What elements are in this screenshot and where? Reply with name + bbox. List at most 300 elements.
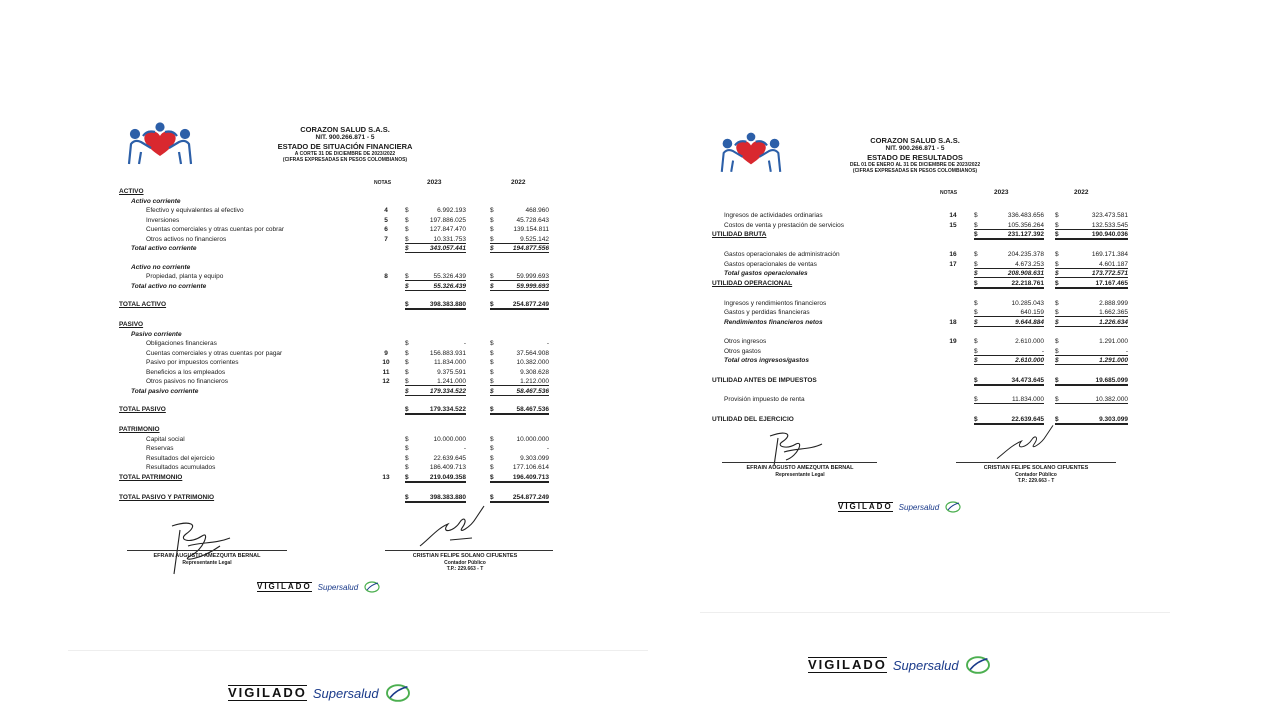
- statement-row: [119, 406, 559, 416]
- company-nit: NIT. 900.266.871 - 5: [885, 145, 945, 152]
- accountant-signature: [990, 420, 1060, 464]
- representative-role: Representante Legal: [182, 560, 232, 566]
- currency-symbol: $: [1055, 279, 1059, 287]
- statement-row: [724, 396, 1128, 406]
- currency-symbol: $: [405, 387, 409, 395]
- row-value-2023: 22.639.645: [974, 416, 1044, 425]
- accountant-name: CRISTIAN FELIPE SOLANO CIFUENTES: [412, 553, 518, 559]
- statement-title: ESTADO DE RESULTADOS: [867, 152, 963, 162]
- currency-symbol: $: [1055, 231, 1059, 238]
- statement-row: [146, 226, 559, 236]
- row-value-2023: 231.127.392: [974, 231, 1044, 240]
- statement-row: [146, 436, 559, 446]
- statement-row: [146, 455, 559, 465]
- row-value-2022: 1.291.000: [1055, 357, 1128, 365]
- accountant-role: Contador Público: [1015, 472, 1057, 478]
- row-value-2023: 10.285.043: [1011, 299, 1044, 307]
- row-label: Otros activos no financieros: [146, 235, 227, 243]
- currency-symbol: $: [490, 216, 494, 224]
- row-value-2022: 9.303.099: [520, 454, 549, 462]
- statement-row: [146, 217, 559, 227]
- row-value-2023: 22.218.761: [974, 280, 1044, 289]
- row-note: 5: [384, 216, 388, 224]
- row-value-2022: 17.167.465: [1055, 280, 1128, 289]
- vigilado-label: VIGILADO: [808, 656, 887, 672]
- row-label: Pasivo corriente: [131, 330, 182, 338]
- currency-symbol: $: [1055, 270, 1059, 277]
- statement-row: [724, 309, 1128, 319]
- statement-row: [724, 357, 1128, 367]
- currency-symbol: $: [405, 493, 409, 501]
- currency-symbol: $: [490, 301, 494, 308]
- currency-symbol: $: [405, 435, 409, 443]
- currency-symbol: $: [974, 231, 978, 238]
- supersalud-leaf-icon: [945, 500, 961, 514]
- supersalud-leaf-icon: [364, 580, 380, 594]
- row-value-2022: 1.662.365: [1055, 309, 1128, 317]
- statement-row: [131, 388, 559, 398]
- year-2023-header: 2023: [427, 179, 442, 186]
- currency-symbol: $: [974, 221, 978, 229]
- currency-symbol: $: [1055, 212, 1059, 219]
- right-header: [810, 136, 1020, 174]
- statement-row: [119, 494, 559, 504]
- currency-symbol: $: [405, 368, 409, 376]
- row-note: 6: [384, 226, 388, 233]
- row-value-2023: 6.992.193: [437, 207, 466, 214]
- row-value-2023: -: [463, 340, 466, 347]
- currency-symbol: $: [405, 473, 409, 481]
- row-note: 11: [382, 368, 390, 376]
- row-value-2023: 10.000.000: [433, 435, 466, 443]
- statement-row: [119, 474, 559, 484]
- statement-row: [146, 340, 559, 350]
- row-value-2022: 4.601.187: [1055, 261, 1128, 269]
- statement-row: [724, 299, 1128, 310]
- currency-symbol: $: [1055, 338, 1059, 345]
- row-value-2023: 127.847.470: [429, 226, 466, 233]
- statement-row: [146, 445, 559, 455]
- currency-symbol: $: [974, 318, 978, 326]
- row-value-2023: 55.326.439: [405, 273, 466, 281]
- row-value-2023: 10.331.753: [405, 236, 466, 244]
- currency-symbol: $: [405, 273, 409, 280]
- row-label: Otros gastos: [724, 347, 761, 355]
- supersalud-brand: Supersalud: [892, 657, 959, 673]
- row-label: Gastos operacionales de administración: [724, 251, 840, 258]
- representative-signature-line: [127, 550, 287, 551]
- supersalud-brand: Supersalud: [312, 685, 379, 701]
- row-label: Rendimientos financieros netos: [724, 318, 823, 326]
- currency-symbol: $: [1055, 357, 1059, 364]
- row-value-2022: 10.000.000: [516, 435, 549, 443]
- row-label: Total gastos operacionales: [724, 270, 808, 277]
- row-value-2022: 9.525.142: [490, 236, 549, 244]
- row-label: Reservas: [146, 445, 174, 452]
- left-header: [225, 125, 465, 163]
- statement-row: [131, 264, 559, 274]
- row-label: TOTAL PATRIMONIO: [119, 473, 183, 481]
- row-value-2022: 19.685.099: [1055, 377, 1128, 386]
- divider-line: [68, 650, 648, 651]
- row-value-2022: 132.533.545: [1055, 222, 1128, 230]
- row-value-2022: 468.960: [525, 207, 549, 214]
- statement-row: [146, 207, 559, 217]
- accountant-tp: T.P.: 229.663 - T: [1017, 478, 1055, 484]
- statement-row: [131, 331, 559, 341]
- statement-period: A CORTE 31 DE DICIEMBRE DE 2023/2022: [294, 150, 396, 157]
- supersalud-brand: Supersalud: [898, 502, 940, 512]
- notes-column-header: NOTAS: [940, 190, 958, 196]
- statement-row: [712, 231, 1128, 241]
- statement-row: [724, 338, 1128, 348]
- accountant-signature: [410, 498, 490, 554]
- row-value-2022: 45.728.643: [516, 216, 549, 224]
- row-value-2022: 59.999.693: [490, 273, 549, 281]
- currency-symbol: $: [1055, 415, 1059, 423]
- balance-sheet-document: [105, 118, 575, 608]
- row-value-2022: 177.106.614: [512, 464, 549, 471]
- statement-row: [724, 221, 1128, 232]
- row-value-2023: 186.409.713: [429, 464, 466, 471]
- currency-note: (CIFRAS EXPRESADAS EN PESOS COLOMBIANOS): [852, 167, 978, 174]
- accountant-tp: T.P.: 229.663 - T: [446, 566, 484, 572]
- currency-symbol: $: [405, 445, 409, 452]
- row-value-2022: 254.877.249: [490, 494, 549, 503]
- row-value-2022: 37.564.908: [516, 349, 549, 357]
- currency-symbol: $: [405, 464, 409, 471]
- currency-symbol: $: [405, 340, 409, 347]
- row-label: Gastos operacionales de ventas: [724, 260, 817, 268]
- row-label: UTILIDAD ANTES DE IMPUESTOS: [712, 376, 817, 384]
- currency-symbol: $: [1055, 260, 1059, 268]
- statement-row: [131, 283, 559, 293]
- currency-symbol: $: [490, 226, 494, 233]
- row-value-2023: 208.908.631: [974, 270, 1044, 278]
- accountant-role: Contador Público: [444, 560, 486, 566]
- year-2022-header: 2022: [1074, 189, 1089, 196]
- representative-role: Representante Legal: [775, 472, 825, 478]
- row-label: Cuentas comerciales y otras cuentas por pagar: [146, 349, 283, 357]
- row-label: Ingresos y rendimientos financieros: [724, 299, 827, 307]
- currency-symbol: $: [1055, 347, 1059, 355]
- notes-column-header: NOTAS: [374, 180, 392, 186]
- row-value-2022: 1.212.000: [490, 378, 549, 386]
- row-value-2023: 9.644.884: [974, 319, 1044, 327]
- row-label: TOTAL PASIVO Y PATRIMONIO: [119, 493, 215, 501]
- representative-signature: [160, 516, 240, 576]
- statement-row: [119, 301, 559, 311]
- currency-symbol: $: [405, 349, 409, 357]
- row-label: Total otros ingresos/gastos: [724, 357, 809, 364]
- row-label: Resultados del ejercicio: [146, 454, 215, 462]
- row-value-2023: 336.483.656: [1007, 212, 1044, 219]
- currency-symbol: $: [490, 282, 494, 290]
- currency-symbol: $: [405, 216, 409, 224]
- supersalud-brand: Supersalud: [317, 582, 359, 592]
- row-value-2023: -: [974, 348, 1044, 356]
- year-2022-header: 2022: [511, 179, 526, 186]
- vigilado-supersalud-stamp: [838, 500, 961, 514]
- representative-name: EFRAIN AUGUSTO AMEZQUITA BERNAL: [746, 465, 854, 471]
- currency-symbol: $: [974, 376, 978, 384]
- currency-note: (CIFRAS EXPRESADAS EN PESOS COLOMBIANOS): [282, 156, 408, 163]
- divider-line: [700, 612, 1170, 613]
- statement-row: [724, 251, 1128, 261]
- vigilado-supersalud-stamp-large: [228, 682, 411, 704]
- row-value-2023: 34.473.645: [974, 377, 1044, 386]
- statement-row: [146, 236, 559, 246]
- representative-name: EFRAIN AUGUSTO AMEZQUITA BERNAL: [153, 553, 261, 559]
- vigilado-label: VIGILADO: [838, 501, 893, 511]
- row-value-2022: 139.154.811: [513, 226, 549, 233]
- row-label: PASIVO: [119, 321, 144, 328]
- row-label: Efectivo y equivalentes al efectivo: [146, 207, 244, 214]
- row-value-2023: 640.159: [974, 309, 1044, 317]
- row-value-2022: 1.226.634: [1055, 319, 1128, 327]
- row-value-2023: 398.383.880: [405, 301, 466, 310]
- row-value-2022: 173.772.571: [1055, 270, 1128, 278]
- row-note: 7: [384, 235, 388, 243]
- currency-symbol: $: [490, 245, 494, 252]
- row-label: ACTIVO: [119, 188, 144, 195]
- row-value-2023: 204.235.378: [1007, 251, 1044, 258]
- currency-symbol: $: [974, 347, 978, 355]
- currency-symbol: $: [490, 359, 494, 366]
- row-value-2022: -: [546, 445, 549, 452]
- row-value-2023: 2.610.000: [974, 357, 1044, 365]
- currency-symbol: $: [405, 406, 409, 413]
- row-value-2022: 194.877.556: [490, 245, 549, 253]
- currency-symbol: $: [490, 454, 494, 462]
- statement-row: [724, 347, 1128, 358]
- row-value-2023: -: [463, 445, 466, 452]
- row-label: Activo corriente: [131, 197, 181, 205]
- row-value-2022: -: [1055, 348, 1128, 356]
- currency-symbol: $: [490, 273, 494, 280]
- row-value-2023: 11.834.000: [433, 359, 466, 366]
- row-value-2023: 179.334.522: [405, 388, 466, 396]
- row-label: Capital social: [146, 435, 185, 443]
- currency-symbol: $: [974, 338, 978, 345]
- corazon-salud-logo-icon: [718, 132, 784, 174]
- vigilado-label: VIGILADO: [228, 684, 307, 700]
- row-label: Resultados acumulados: [146, 464, 216, 471]
- company-name: CORAZON SALUD S.A.S.: [300, 125, 390, 134]
- row-value-2022: 196.409.713: [490, 474, 549, 483]
- statement-row: [146, 273, 559, 283]
- statement-row: [146, 369, 559, 379]
- currency-symbol: $: [1055, 396, 1059, 403]
- row-value-2023: 11.834.000: [974, 396, 1044, 404]
- row-note: 14: [949, 212, 957, 219]
- statement-row: [724, 260, 1128, 271]
- accountant-signature-line: [956, 462, 1116, 463]
- row-label: Activo no corriente: [131, 263, 191, 271]
- row-label: Otros ingresos: [724, 338, 767, 345]
- income-statement-document: [700, 128, 1130, 528]
- row-value-2023: 4.673.253: [974, 261, 1044, 269]
- statement-row: [131, 245, 559, 255]
- vigilado-label: VIGILADO: [257, 581, 312, 591]
- row-value-2023: 105.356.264: [974, 222, 1044, 230]
- row-note: 16: [949, 251, 957, 258]
- currency-symbol: $: [490, 378, 494, 385]
- company-nit: NIT. 900.266.871 - 5: [315, 134, 375, 141]
- row-note: 19: [949, 338, 957, 345]
- row-label: Pasivo por impuestos corrientes: [146, 359, 239, 366]
- row-note: 17: [949, 260, 957, 268]
- row-value-2022: 169.171.384: [1091, 251, 1128, 258]
- statement-row: [146, 350, 559, 360]
- row-note: 10: [382, 359, 390, 366]
- currency-symbol: $: [405, 282, 409, 290]
- currency-symbol: $: [974, 279, 978, 287]
- row-value-2023: 22.639.645: [433, 454, 466, 462]
- row-value-2022: 1.291.000: [1099, 338, 1128, 345]
- statement-row: [724, 270, 1128, 280]
- row-value-2023: 197.886.025: [429, 216, 466, 224]
- row-note: 15: [949, 221, 957, 229]
- row-label: Cuentas comerciales y otras cuentas por cobrar: [146, 226, 285, 233]
- currency-symbol: $: [490, 207, 494, 214]
- row-value-2023: 55.326.439: [405, 283, 466, 291]
- vigilado-supersalud-stamp-large: [808, 654, 991, 676]
- currency-symbol: $: [1055, 221, 1059, 229]
- statement-row: [146, 378, 559, 388]
- currency-symbol: $: [405, 207, 409, 214]
- row-label: Costos de venta y prestación de servicios: [724, 221, 844, 229]
- row-value-2023: 1.241.000: [405, 378, 466, 386]
- currency-symbol: $: [490, 368, 494, 376]
- row-label: PATRIMONIO: [119, 426, 160, 433]
- row-value-2022: 323.473.581: [1091, 212, 1128, 219]
- row-value-2023: 398.383.880: [405, 494, 466, 503]
- statement-row: [724, 318, 1128, 329]
- statement-row: [119, 188, 559, 198]
- currency-symbol: $: [974, 270, 978, 277]
- currency-symbol: $: [405, 235, 409, 243]
- row-label: Provisión impuesto de renta: [724, 396, 805, 403]
- row-value-2022: 9.303.099: [1055, 416, 1128, 425]
- row-value-2022: -: [546, 340, 549, 347]
- row-value-2022: 254.877.249: [490, 301, 549, 310]
- currency-symbol: $: [405, 378, 409, 385]
- row-label: Gastos y perdidas financieras: [724, 309, 810, 316]
- statement-title: ESTADO DE SITUACIÓN FINANCIERA: [277, 141, 413, 151]
- accountant-signature-line: [385, 550, 553, 551]
- currency-symbol: $: [490, 406, 494, 413]
- row-value-2022: 10.382.000: [516, 359, 549, 366]
- statement-row: [131, 198, 559, 208]
- currency-symbol: $: [490, 435, 494, 443]
- row-label: Obligaciones financieras: [146, 340, 217, 347]
- currency-symbol: $: [974, 415, 978, 423]
- row-label: Inversiones: [146, 216, 180, 224]
- currency-symbol: $: [1055, 251, 1059, 258]
- row-label: Ingresos de actividades ordinarias: [724, 212, 823, 219]
- currency-symbol: $: [1055, 309, 1059, 316]
- currency-symbol: $: [490, 235, 494, 243]
- row-value-2022: 58.467.536: [490, 388, 549, 396]
- currency-symbol: $: [974, 260, 978, 268]
- row-value-2023: 2.610.000: [1015, 338, 1044, 345]
- company-name: CORAZON SALUD S.A.S.: [870, 136, 960, 145]
- statement-row: [712, 415, 1128, 426]
- currency-symbol: $: [405, 245, 409, 252]
- row-value-2023: 156.883.931: [429, 349, 466, 357]
- currency-symbol: $: [490, 349, 494, 357]
- currency-symbol: $: [490, 445, 494, 452]
- row-value-2022: 58.467.536: [490, 406, 549, 415]
- statement-row: [146, 359, 559, 369]
- currency-symbol: $: [405, 454, 409, 462]
- currency-symbol: $: [974, 251, 978, 258]
- currency-symbol: $: [490, 387, 494, 395]
- representative-signature-line: [722, 462, 877, 463]
- statement-period: DEL 01 DE ENERO AL 31 DE DICIEMBRE DE 2023/2022: [849, 161, 981, 168]
- currency-symbol: $: [490, 493, 494, 501]
- row-note: 4: [384, 207, 388, 214]
- currency-symbol: $: [974, 396, 978, 403]
- row-value-2022: 59.999.693: [490, 283, 549, 291]
- row-value-2022: 10.382.000: [1055, 396, 1128, 404]
- row-value-2023: 9.375.591: [437, 368, 466, 376]
- row-label: Total pasivo corriente: [131, 387, 199, 395]
- statement-row: [712, 279, 1128, 290]
- row-value-2022: 190.940.036: [1055, 231, 1128, 240]
- row-label: UTILIDAD OPERACIONAL: [712, 279, 793, 287]
- year-2023-header: 2023: [994, 189, 1009, 196]
- row-value-2022: 2.888.999: [1099, 299, 1128, 307]
- currency-symbol: $: [490, 473, 494, 481]
- currency-symbol: $: [1055, 376, 1059, 384]
- currency-symbol: $: [1055, 299, 1059, 307]
- row-note: 13: [382, 473, 390, 481]
- currency-symbol: $: [405, 226, 409, 233]
- currency-symbol: $: [974, 212, 978, 219]
- row-value-2023: 179.334.522: [405, 406, 466, 415]
- currency-symbol: $: [405, 359, 409, 366]
- currency-symbol: $: [974, 299, 978, 307]
- row-value-2022: 9.308.628: [520, 368, 549, 376]
- row-value-2023: 343.057.441: [405, 245, 466, 253]
- row-label: TOTAL PASIVO: [119, 406, 166, 413]
- statement-row: [724, 212, 1128, 222]
- statement-row: [119, 321, 559, 331]
- currency-symbol: $: [405, 301, 409, 308]
- accountant-name: CRISTIAN FELIPE SOLANO CIFUENTES: [983, 465, 1089, 471]
- row-label: Propiedad, planta y equipo: [146, 273, 224, 280]
- row-label: TOTAL ACTIVO: [119, 301, 167, 308]
- currency-symbol: $: [490, 464, 494, 471]
- row-label: UTILIDAD DEL EJERCICIO: [712, 415, 794, 423]
- row-label: Otros pasivos no financieros: [146, 378, 229, 385]
- row-value-2023: 219.049.358: [405, 474, 466, 483]
- currency-symbol: $: [974, 357, 978, 364]
- row-note: 18: [949, 318, 957, 326]
- supersalud-leaf-icon: [385, 682, 411, 704]
- row-label: UTILIDAD BRUTA: [712, 231, 767, 238]
- row-label: Beneficios a los empleados: [146, 368, 226, 376]
- currency-symbol: $: [1055, 318, 1059, 326]
- row-note: 9: [384, 349, 388, 357]
- statement-row: [146, 464, 559, 474]
- supersalud-leaf-icon: [965, 654, 991, 676]
- corazon-salud-logo-icon: [125, 122, 195, 166]
- row-label: Total activo corriente: [131, 245, 197, 252]
- currency-symbol: $: [490, 340, 494, 347]
